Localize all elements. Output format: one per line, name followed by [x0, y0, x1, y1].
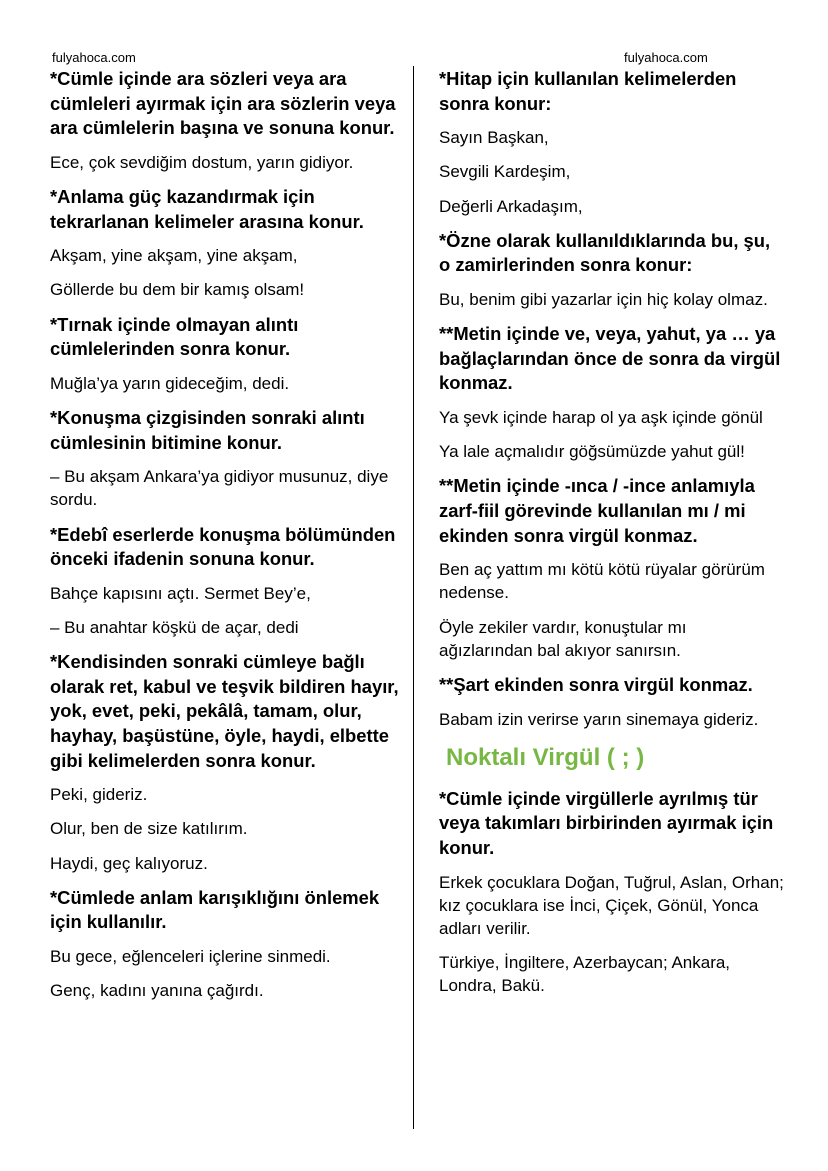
site-name-right: fulyahoca.com: [624, 50, 708, 65]
rule-text: *Kendisinden sonraki cümleye bağlı olarak ret, kabul ve teşvik bildiren hayır, yok, evet, peki, pekâlâ, tamam, olur, hayhay, başüstüne, öyle, haydi, elbette gibi kelimelerden sonra konur.: [50, 651, 399, 771]
rule-text: *Özne olarak kullanıldıklarında bu, şu, o zamirlerinden sonra konur:: [439, 229, 771, 276]
left-column: [50, 67, 400, 1013]
rule-text: *Cümlede anlam karışıklığını önlemek için kullanılır.: [50, 886, 380, 933]
column-divider: [413, 66, 414, 1129]
example-text: Ya lale açmalıdır göğsümüzde yahut gül!: [439, 442, 745, 462]
example-text: Akşam, yine akşam, yine akşam,: [50, 246, 298, 266]
example-text: Haydi, geç kalıyoruz.: [50, 853, 208, 873]
example-text: Bu gece, eğlenceleri içlerine sinmedi.: [50, 946, 331, 966]
example-text: Öyle zekiler vardır, konuştular mı ağızlarından bal akıyor sanırsın.: [439, 617, 687, 660]
example-text: Ya şevk içinde harap ol ya aşk içinde gönül: [439, 407, 763, 427]
example-text: – Bu anahtar köşkü de açar, dedi: [50, 617, 299, 637]
rule-text: *Cümle içinde ara sözleri veya ara cümleleri ayırmak için ara sözlerin veya ara cümlelerin başına ve sonuna konur.: [50, 68, 396, 139]
example-text: Genç, kadını yanına çağırdı.: [50, 981, 264, 1001]
example-text: Olur, ben de size katılırım.: [50, 819, 248, 839]
site-name-left: fulyahoca.com: [52, 50, 136, 65]
rule-text: *Hitap için kullanılan kelimelerden sonra konur:: [439, 68, 737, 114]
example-text: Babam izin verirse yarın sinemaya gideriz.: [439, 709, 759, 729]
example-text: Sevgili Kardeşim,: [439, 162, 571, 182]
rule-text: *Konuşma çizgisinden sonraki alıntı cümlesinin bitimine konur.: [50, 406, 365, 453]
example-text: Göllerde bu dem bir kamış olsam!: [50, 280, 305, 300]
rule-text: *Edebî eserlerde konuşma bölümünden önceki ifadenin sonuna konur.: [50, 523, 396, 570]
example-text: Sayın Başkan,: [439, 128, 549, 148]
rule-text: **Metin içinde -ınca / -ince anlamıyla zarf-fiil görevinde kullanılan mı / mi ekinden sonra virgül konmaz.: [439, 475, 755, 546]
example-text: Bu, benim gibi yazarlar için hiç kolay olmaz.: [439, 289, 768, 309]
rule-text: *Cümle içinde virgüllerle ayrılmış tür veya takımları birbirinden ayırmak için konur.: [439, 787, 774, 858]
rule-text: **Şart ekinden sonra virgül konmaz.: [439, 673, 753, 695]
right-column: [439, 67, 784, 1009]
example-text: Erkek çocuklara Doğan, Tuğrul, Aslan, Orhan; kız çocuklara ise İnci, Çiçek, Gönül, Yonca adları verilir.: [439, 872, 784, 938]
section-heading: Noktalı Virgül ( ; ): [446, 743, 645, 771]
rule-text: **Metin içinde ve, veya, yahut, ya … ya bağlaçlarından önce de sonra da virgül konmaz.: [439, 323, 781, 394]
example-text: – Bu akşam Ankara’ya gidiyor musunuz, diye sordu.: [50, 467, 389, 510]
example-text: Ece, çok sevdiğim dostum, yarın gidiyor.: [50, 152, 354, 172]
example-text: Bahçe kapısını açtı. Sermet Bey’e,: [50, 583, 311, 603]
example-text: Değerli Arkadaşım,: [439, 196, 583, 216]
rule-text: *Anlama güç kazandırmak için tekrarlanan kelimeler arasına konur.: [50, 185, 364, 232]
example-text: Ben aç yattım mı kötü kötü rüyalar görürüm nedense.: [439, 560, 765, 603]
example-text: Muğla’ya yarın gideceğim, dedi.: [50, 373, 290, 393]
example-text: Türkiye, İngiltere, Azerbaycan; Ankara, Londra, Bakü.: [439, 953, 731, 996]
example-text: Peki, gideriz.: [50, 785, 148, 805]
rule-text: *Tırnak içinde olmayan alıntı cümlelerinden sonra konur.: [50, 313, 299, 360]
